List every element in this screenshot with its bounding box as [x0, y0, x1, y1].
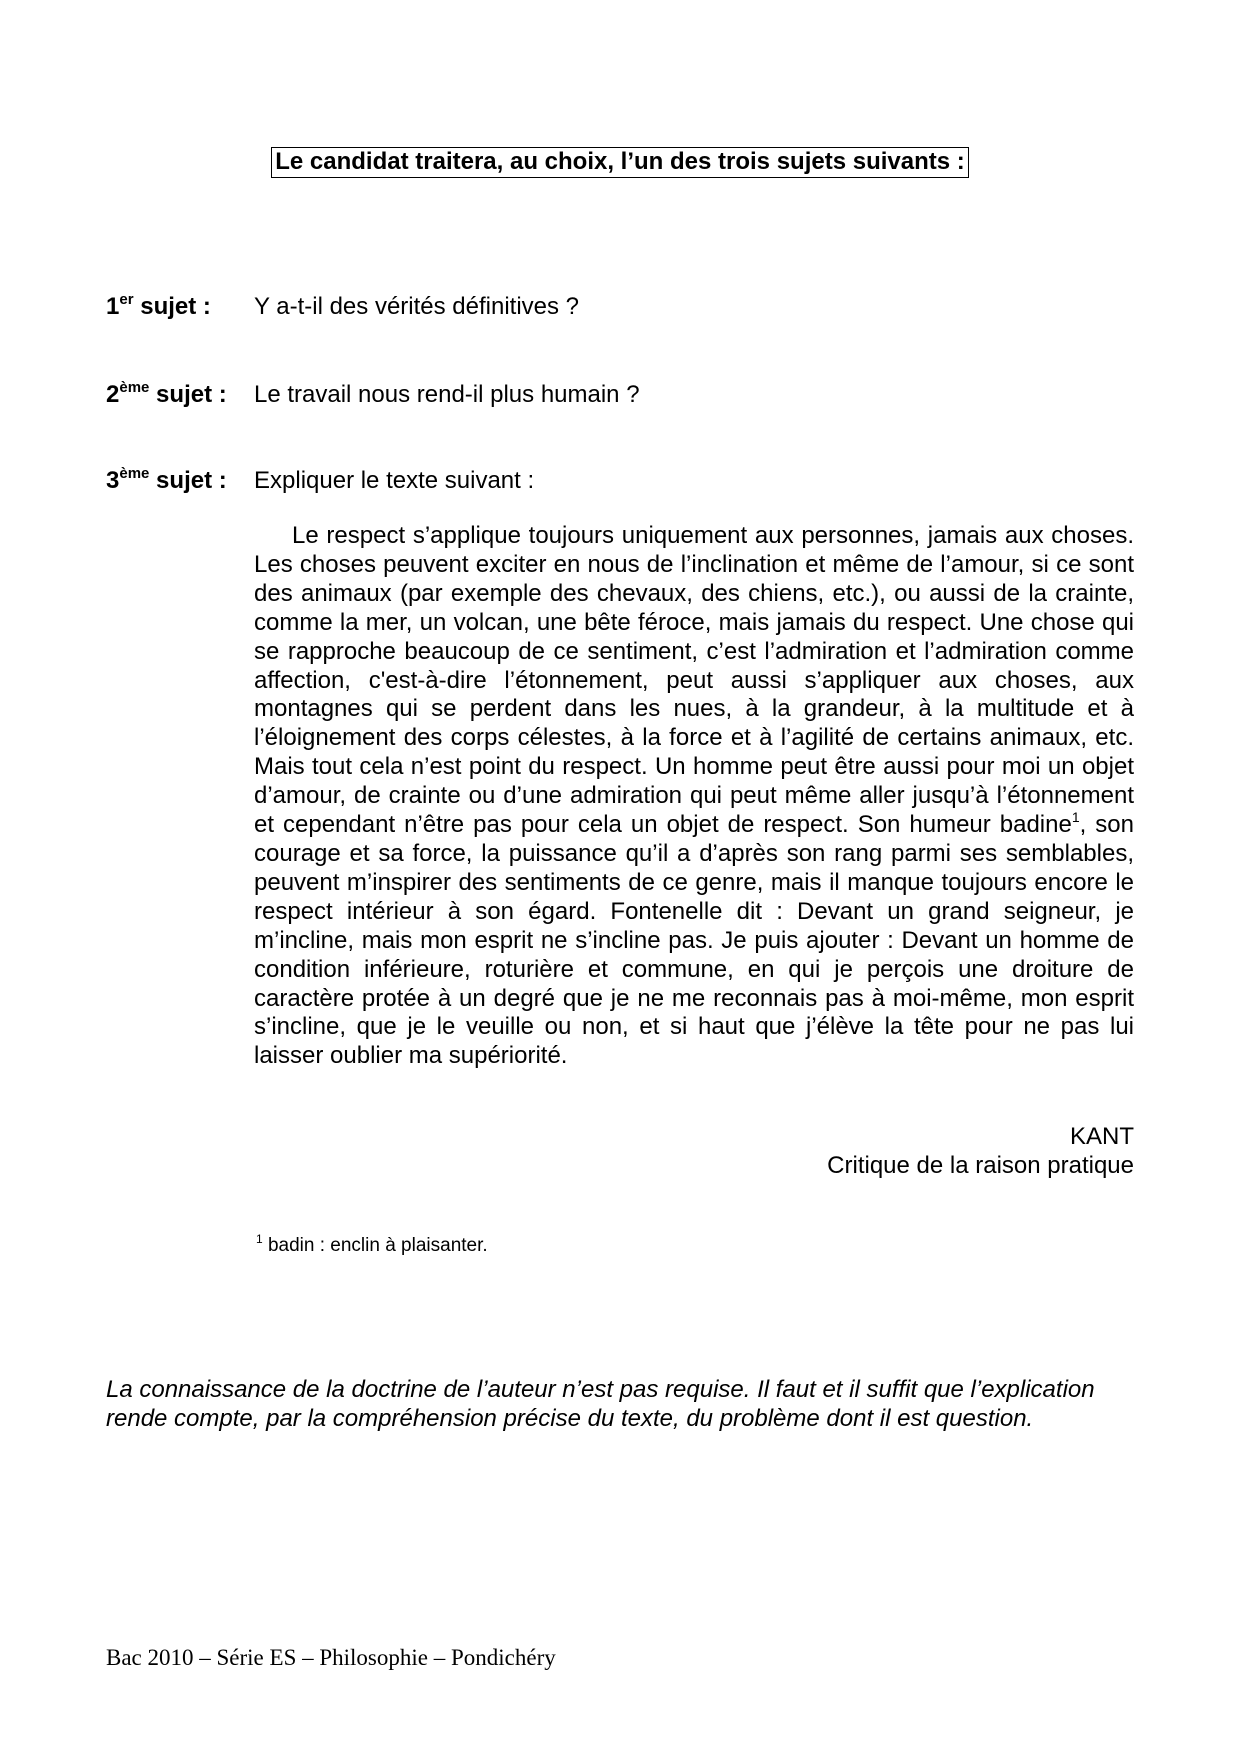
author-name: KANT [1069, 1123, 1134, 1150]
author-attribution [827, 1122, 1134, 1180]
excerpt-part-2: , son courage et sa force, la puissance qu’il a d’après son rang parmi ses semblables, peuvent m’inspirer des sentiments de ce genre, mais il manque toujours encore le respect intérieur à son égard. Fontenelle dit : Devant un grand seigneur, je m’incline, mais mon esprit ne s’incline pas. Je puis ajouter : Devant un homme de condition inférieure, roturière et commune, en qui je perçois une droiture de caractère protée à un degré que je ne me reconnais pas à moi-même, mon esprit s’incline, que je le veuille ou non, et si haut que j’élève la tête pour ne pas lui laisser oublier ma supériorité. [254, 811, 1135, 1070]
explanation-note: La connaissance de la doctrine de l’auteur n’est pas requise. Il faut et il suffit que l’explication rende compte, par la compréhension précise du texte, du problème dont il est question. [106, 1376, 1095, 1432]
instruction-box: Le candidat traitera, au choix, l’un des trois sujets suivants : [271, 147, 969, 178]
sujet-2-label: 2ème sujet : [106, 379, 227, 408]
work-title: Critique de la raison pratique [827, 1152, 1134, 1179]
sujet-1-question: Y a-t-il des vérités définitives ? [254, 293, 580, 320]
footnote-reference: 1 [1071, 809, 1080, 826]
sujet-3-label: 3ème sujet : [106, 465, 227, 494]
sujet-3-question: Expliquer le texte suivant : [254, 467, 535, 494]
footnote-text: badin : enclin à plaisanter. [262, 1235, 488, 1256]
page-footer: Bac 2010 – Série ES – Philosophie – Pondichéry [106, 1645, 556, 1670]
kant-excerpt [254, 522, 1134, 1071]
sujet-2-question: Le travail nous rend-il plus humain ? [254, 381, 640, 408]
instruction-header [0, 147, 1240, 178]
footnote-number: 1 [256, 1232, 263, 1246]
sujet-1-label: 1er sujet : [106, 291, 211, 320]
footnote [256, 1234, 488, 1258]
excerpt-part-1: Le respect s’applique toujours uniquement aux personnes, jamais aux choses. Les choses peuvent exciter en nous de l’inclination et même de l’amour, si ce sont des animaux (par exemple des chevaux, des chiens, etc.), ou aussi de la crainte, comme la mer, un volcan, une bête féroce, mais jamais du respect. Une chose qui se rapproche beaucoup de ce sentiment, c’est l’admiration et l’admiration comme affection, c'est-à-dire l’étonnement, peut aussi s’appliquer aux choses, aux montagnes qui se perdent dans les nues, à la grandeur, à la multitude et à l’éloignement des corps célestes, à la force et à l’agilité de certains animaux, etc. Mais tout cela n’est point du respect. Un homme peut être aussi pour moi un objet d’amour, de crainte ou d’une admiration qui peut même aller jusqu’à l’étonnement et cependant n’être pas pour cela un objet de respect. Son humeur badine [254, 522, 1134, 839]
